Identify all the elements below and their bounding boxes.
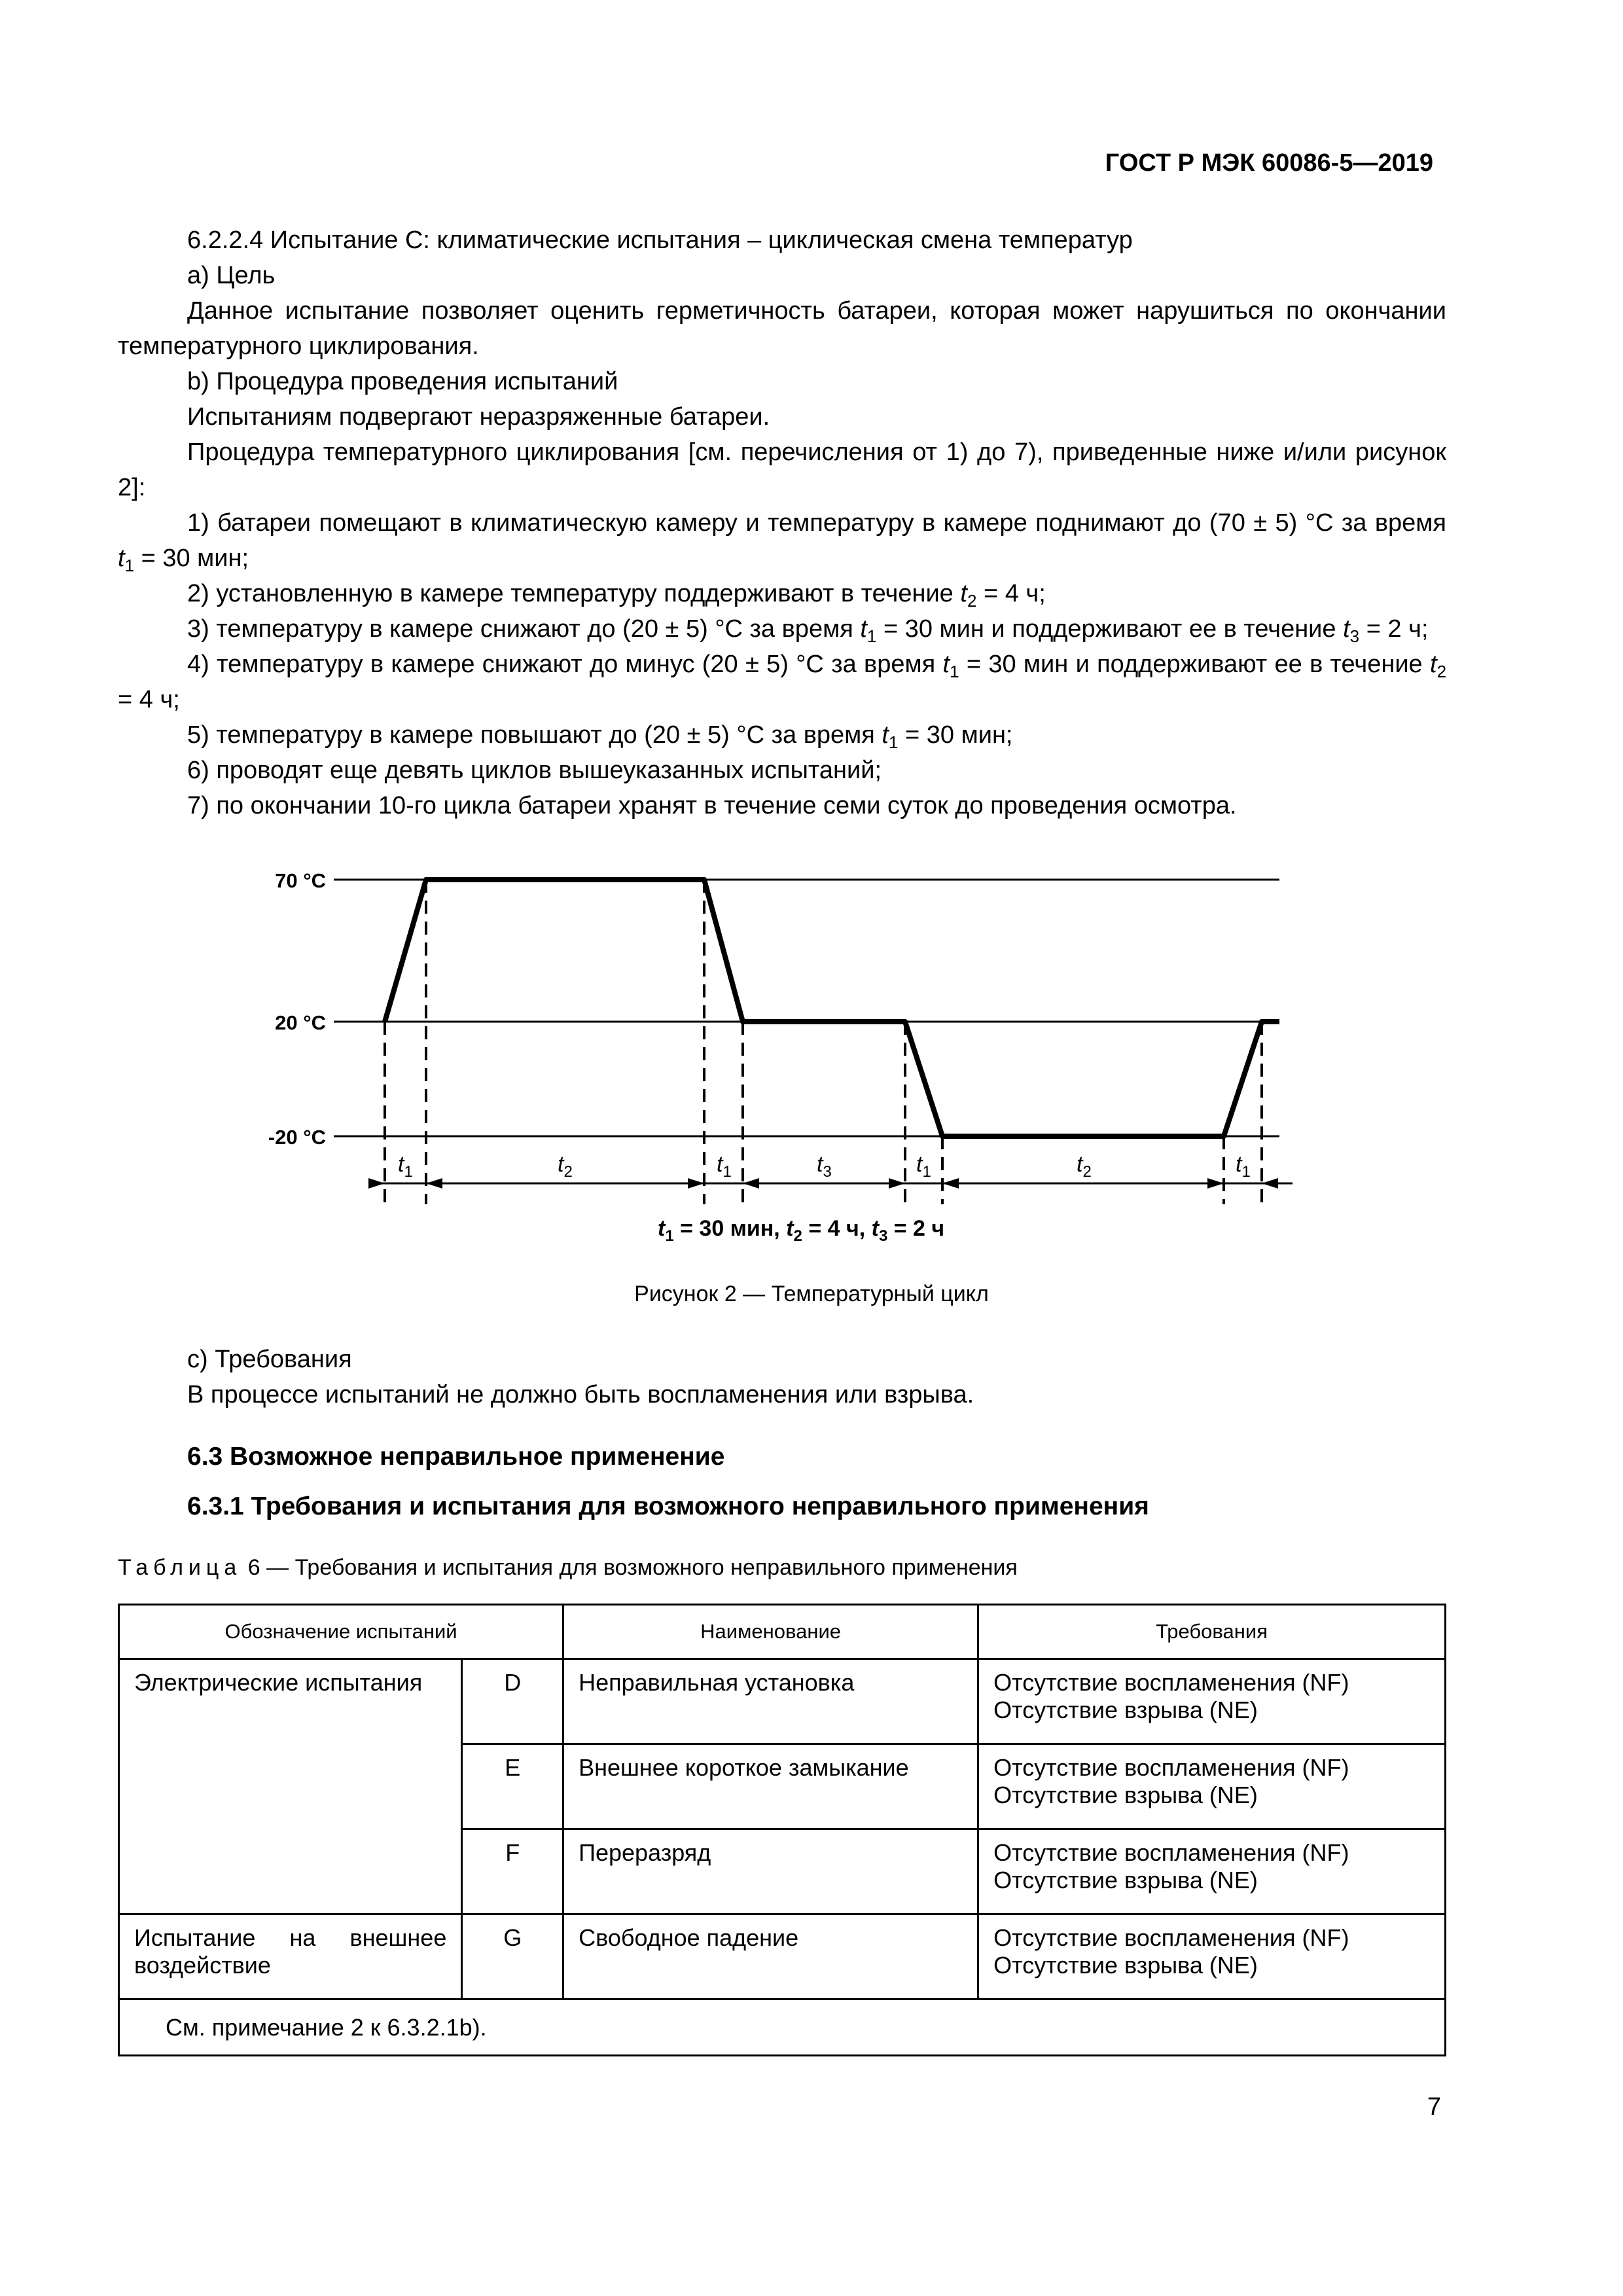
test-requirements: Отсутствие воспламенения (NF) Отсутствие взрыва (NE) [978, 1914, 1446, 2000]
table-row [119, 1914, 1446, 2000]
table-note: См. примечание 2 к 6.3.2.1b). [119, 2000, 1446, 2056]
test-code: F [462, 1829, 563, 1914]
y-label-20: 20 °С [275, 1011, 326, 1034]
item-c-text: В процессе испытаний не должно быть воспламенения или взрыва. [187, 1381, 974, 1408]
test-code: D [462, 1659, 563, 1744]
test-code: E [462, 1744, 563, 1829]
procedure-item-4: 4) температуру в камере снижают до минус (20 ± 5) °С за время $t_1 = 30$ мин и поддерживают ее в течение $t_2 = 4$ ч; [118, 651, 1447, 713]
section-requirements [118, 1342, 1446, 1412]
test-code: G [462, 1914, 563, 2000]
procedure-item-3: 3) температуру в камере снижают до (20 ± 5) °С за время $t_1 = 30$ мин и поддерживают ее в течение $t_3 = 2$ ч; [187, 615, 1429, 646]
group-external: Испытание на внешнее воздействие [119, 1914, 462, 2000]
y-label-70: 70 °С [275, 869, 326, 892]
procedure-item-5: 5) температуру в камере повышают до (20 ± 5) °С за время $t_1 = 30$ мин; [187, 721, 1013, 752]
page-number: 7 [1427, 2093, 1441, 2121]
section-title: 6.2.2.4 Испытание С: климатические испытания – циклическая смена температур [187, 226, 1133, 254]
header-requirements: Требования [978, 1605, 1446, 1659]
interval-label: $t_2$ [558, 1152, 573, 1181]
misuse-tests-table [118, 1604, 1446, 2056]
interval-label: $t_1$ [398, 1152, 413, 1181]
interval-label: $t_1$ [1236, 1152, 1251, 1181]
item-b-text2: Процедура температурного циклирования [см. перечисления от 1) до 7), приведенные ниже и/или рисунок 2]: [118, 439, 1446, 501]
test-requirements: Отсутствие воспламенения (NF) Отсутствие взрыва (NE) [978, 1829, 1446, 1914]
item-b-text1: Испытаниям подвергают неразряженные батареи. [187, 403, 770, 431]
item-a-label: a) Цель [187, 262, 276, 289]
test-name: Свободное падение [563, 1914, 978, 2000]
document-code: ГОСТ Р МЭК 60086-5—2019 [1105, 149, 1433, 177]
header-name: Наименование [563, 1605, 978, 1659]
procedure-item-6: 6) проводят еще девять циклов вышеуказанных испытаний; [187, 757, 882, 784]
item-b-label: b) Процедура проведения испытаний [187, 368, 618, 395]
table-row [119, 1659, 1446, 1744]
temperature-profile [385, 880, 1279, 1136]
section-6-3-title: 6.3 Возможное неправильное применение [187, 1443, 725, 1471]
test-requirements: Отсутствие воспламенения (NF) Отсутствие взрыва (NE) [978, 1659, 1446, 1744]
header-test-designation: Обозначение испытаний [119, 1605, 563, 1659]
figure-legend: $t_1 = 30$ мин, $t_2 = 4$ ч, $t_3 = 2$ ч [658, 1216, 945, 1245]
section-6-2-2-4 [118, 223, 1446, 823]
procedure-item-2: 2) установленную в камере температуру поддерживают в течение $t_2 = 4$ ч; [187, 580, 1046, 611]
table-header-row [119, 1605, 1446, 1659]
procedure-item-7: 7) по окончании 10-го цикла батареи хранят в течение семи суток до проведения осмотра. [187, 792, 1237, 819]
interval-label: $t_2$ [1077, 1152, 1092, 1181]
interval-labels [398, 1152, 1251, 1181]
figure-caption: Рисунок 2 — Температурный цикл [634, 1282, 989, 1306]
test-requirements: Отсутствие воспламенения (NF) Отсутствие взрыва (NE) [978, 1744, 1446, 1829]
group-electrical: Электрические испытания [119, 1659, 462, 1914]
y-label-minus20: -20 °С [268, 1126, 326, 1149]
interval-label: $t_1$ [916, 1152, 931, 1181]
test-name: Переразряд [563, 1829, 978, 1914]
test-name: Неправильная установка [563, 1659, 978, 1744]
dashed-guides [385, 880, 1262, 1204]
interval-label: $t_3$ [817, 1152, 832, 1181]
temperature-cycle-diagram [0, 851, 1623, 1250]
item-c-label: c) Требования [187, 1346, 352, 1373]
temperature-cycle-figure [0, 851, 1623, 1250]
item-a-text: Данное испытание позволяет оценить герметичность батареи, которая может нарушиться по окончании температурного циклирования. [118, 297, 1446, 360]
section-6-3-1-title: 6.3.1 Требования и испытания для возможного неправильного применения [187, 1492, 1149, 1520]
table-note-row [119, 2000, 1446, 2056]
procedure-item-1: 1) батареи помещают в климатическую камеру и температуру в камере поднимают до (70 ± 5) °С за время $t_1 = 30$ мин; [118, 509, 1446, 575]
table-caption: Таблица 6 — Требования и испытания для возможного неправильного применения [118, 1555, 1018, 1580]
interval-label: $t_1$ [717, 1152, 732, 1181]
test-name: Внешнее короткое замыкание [563, 1744, 978, 1829]
